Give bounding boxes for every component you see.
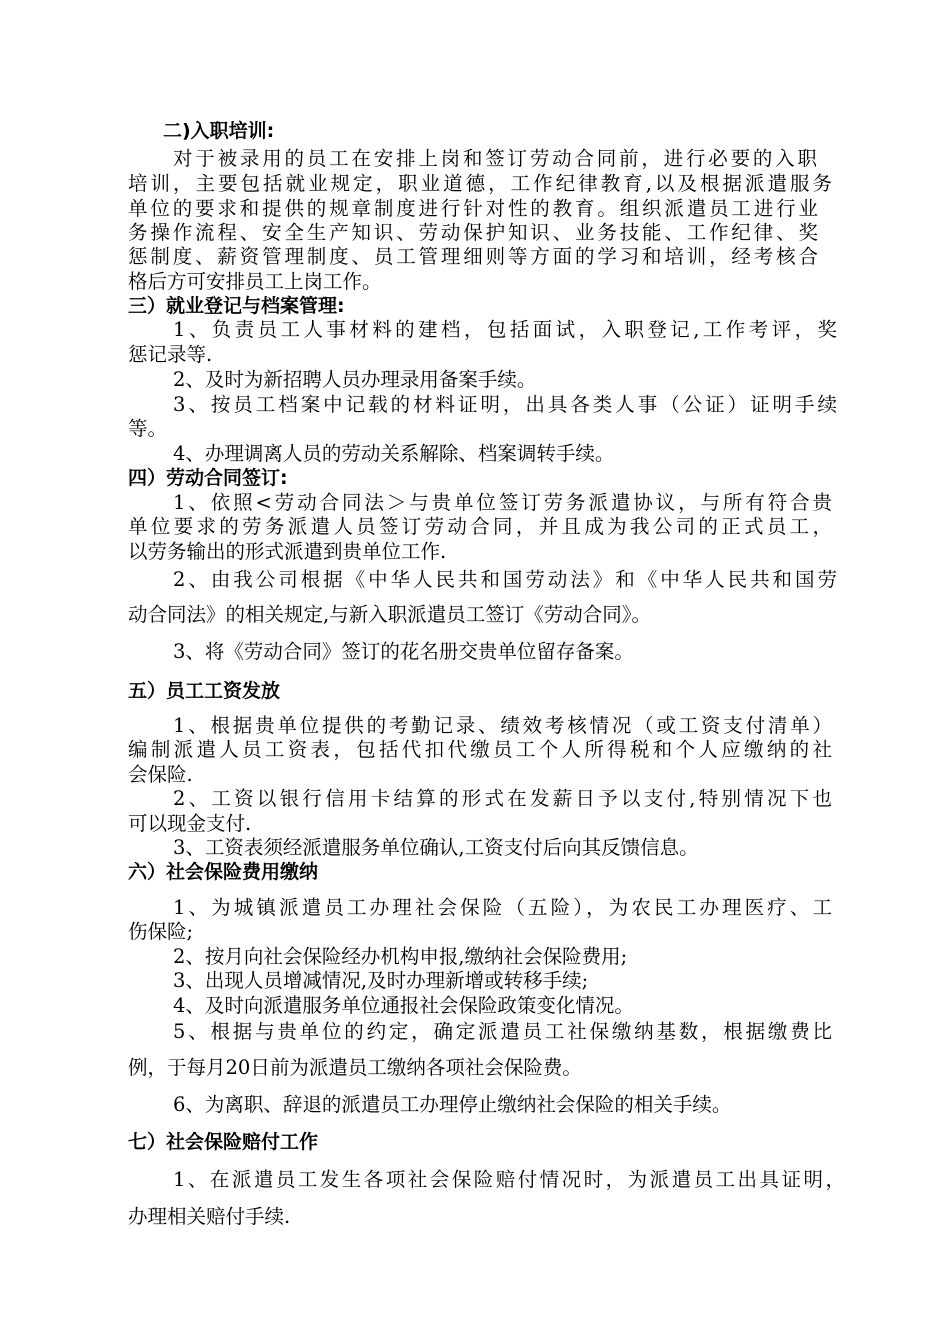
paragraph-line: 2、由我公司根据《中华人民共和国劳动法》和《中华人民共和国劳 (173, 568, 837, 591)
paragraph-line: 2、工资以银行信用卡结算的形式在发薪日予以支付,特别情况下也 (173, 787, 832, 810)
paragraph-line: 培训，主要包括就业规定，职业道德，工作纪律教育,以及根据派遣服务 (128, 172, 832, 195)
paragraph-line: 会保险. (128, 763, 193, 786)
paragraph-line: 对于被录用的员工在安排上岗和签订劳动合同前，进行必要的入职 (173, 147, 817, 170)
paragraph-line: 格后方可安排员工上岗工作。 (128, 270, 382, 293)
paragraph-line: 3、按员工档案中记载的材料证明，出具各类人事（公证）证明手续 (173, 393, 837, 416)
paragraph-line: 3、将《劳动合同》签订的花名册交贵单位留存备案。 (173, 640, 634, 663)
paragraph-line: 2、及时为新招聘人员办理录用备案手续。 (173, 368, 537, 391)
section-heading: 三）就业登记与档案管理: (128, 295, 345, 317)
paragraph-line: 2、按月向社会保险经办机构申报,缴纳社会保险费用; (173, 945, 628, 968)
paragraph-line: 惩制度、薪资管理制度、员工管理细则等方面的学习和培训，经考核合 (128, 245, 818, 268)
paragraph-line: 3、出现人员增减情况,及时办理新增或转移手续; (173, 969, 589, 992)
paragraph-line: 1、在派遣员工发生各项社会保险赔付情况时，为派遣员工出具证明， (173, 1168, 845, 1191)
paragraph-line: 编制派遣人员工资表，包括代扣代缴员工个人所得税和个人应缴纳的社 (128, 738, 832, 761)
paragraph-line: 单位的要求和提供的规章制度进行针对性的教育。组织派遣员工进行业 (128, 197, 818, 220)
paragraph-line: 办理相关赔付手续. (128, 1205, 291, 1228)
paragraph-line: 务操作流程、安全生产知识、劳动保护知识、业务技能、工作纪律、奖 (128, 221, 818, 244)
section-heading: 六）社会保险费用缴纳 (128, 861, 319, 883)
paragraph-line: 4、及时向派遣服务单位通报社会保险政策变化情况。 (173, 994, 634, 1017)
paragraph-line: 例，于每月20日前为派遣员工缴纳各项社会保险费。 (128, 1056, 582, 1079)
paragraph-line: 惩记录等. (128, 343, 213, 366)
paragraph-line: 等。 (128, 417, 168, 440)
paragraph-line: 1、负责员工人事材料的建档，包括面试，入职登记,工作考评，奖 (173, 318, 837, 341)
paragraph-line: 3、工资表须经派遣服务单位确认,工资支付后向其反馈信息。 (173, 836, 699, 859)
paragraph-line: 1、根据贵单位提供的考勤记录、绩效考核情况（或工资支付清单） (173, 714, 832, 737)
paragraph-line: 以劳务输出的形式派遣到贵单位工作. (128, 540, 447, 563)
paragraph-line: 可以现金支付. (128, 812, 252, 835)
paragraph-line: 伤保险; (128, 920, 194, 943)
paragraph-line: 1、为城镇派遣员工办理社会保险（五险），为农民工办理医疗、工 (173, 896, 832, 919)
section-heading: 五）员工工资发放 (128, 680, 281, 702)
paragraph-line: 5、根据与贵单位的约定，确定派遣员工社保缴纳基数，根据缴费比 (173, 1020, 832, 1043)
paragraph-line: 动合同法》的相关规定,与新入职派遣员工签订《劳动合同》。 (128, 603, 651, 626)
paragraph-line: 6、为离职、辞退的派遣员工办理停止缴纳社会保险的相关手续。 (173, 1093, 732, 1116)
paragraph-line: 1、依照<劳动合同法＞与贵单位签订劳务派遣协议，与所有符合贵 (173, 491, 832, 514)
section-heading: 七）社会保险赔付工作 (128, 1131, 319, 1153)
paragraph-line: 4、办理调离人员的劳动关系解除、档案调转手续。 (173, 442, 615, 465)
section-heading: 二)入职培训: (163, 120, 275, 142)
paragraph-line: 单位要求的劳务派遣人员签订劳动合同，并且成为我公司的正式员工， (128, 515, 832, 538)
section-heading: 四）劳动合同签订: (128, 467, 288, 489)
